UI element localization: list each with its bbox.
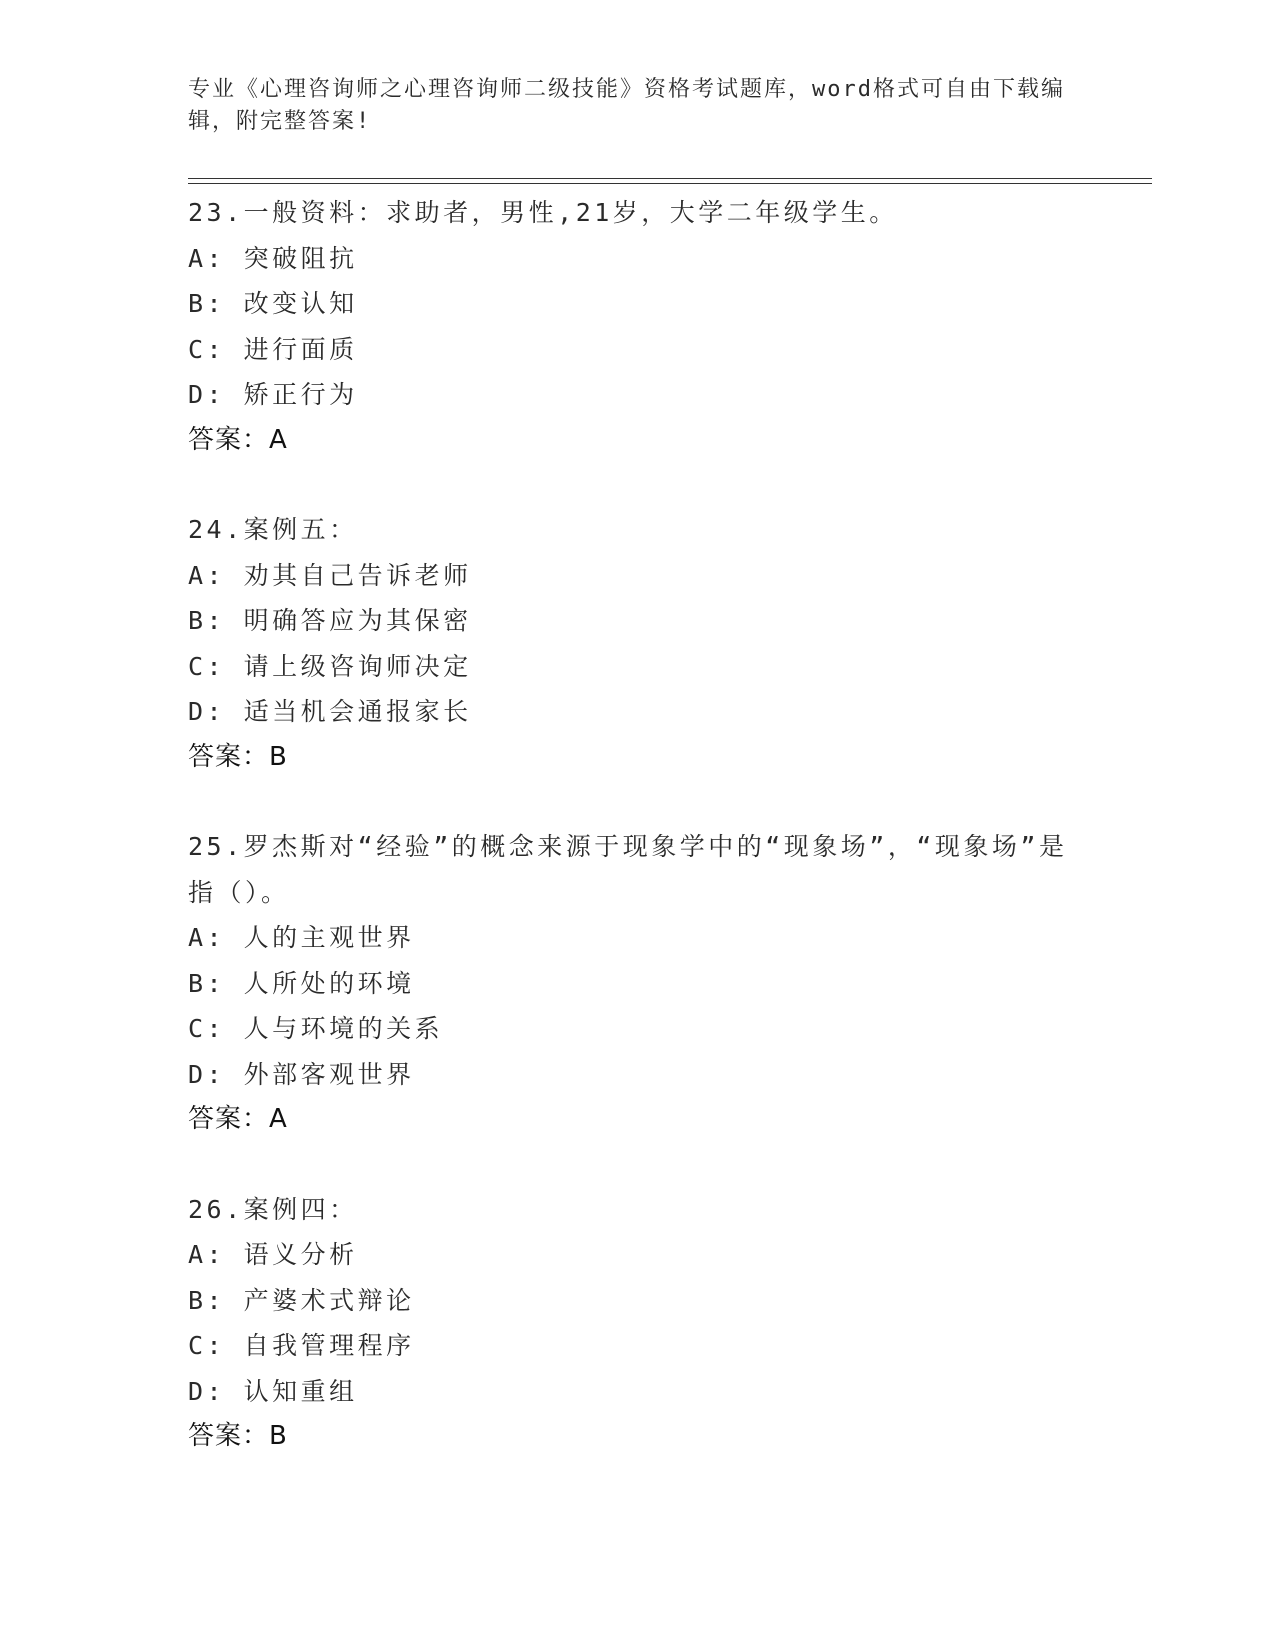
- question-stem: 24.案例五：: [188, 515, 358, 544]
- option-a: A: 劝其自己告诉老师: [188, 560, 472, 590]
- question-24: [188, 507, 1088, 780]
- option-a: A: 语义分析: [188, 1240, 358, 1269]
- option-c: C: 人与环境的关系: [188, 1014, 444, 1043]
- question-stem: 26.案例四：: [188, 1194, 358, 1224]
- question-stem: 25.罗杰斯对“经验”的概念来源于现象学中的“现象场”，“现象场”是指（）。: [188, 832, 1068, 907]
- option-c: C: 请上级咨询师决定: [188, 651, 472, 681]
- question-list: [188, 190, 1088, 1504]
- answer-key: 答案：A: [188, 424, 288, 455]
- option-b: B: 明确答应为其保密: [188, 606, 472, 635]
- option-b: B: 人所处的环境: [188, 968, 415, 998]
- question-23: [188, 190, 1088, 463]
- option-d: D: 适当机会通报家长: [188, 697, 472, 726]
- option-b: B: 改变认知: [188, 289, 358, 318]
- option-d: D: 矫正行为: [188, 380, 358, 409]
- option-c: C: 自我管理程序: [188, 1331, 415, 1360]
- header-divider-bottom: [188, 183, 1152, 184]
- answer-key: 答案：B: [188, 1421, 288, 1451]
- option-a: A: 人的主观世界: [188, 923, 415, 952]
- option-a: A: 突破阻抗: [188, 243, 358, 273]
- option-d: D: 外部客观世界: [188, 1059, 415, 1089]
- question-25: [188, 824, 1088, 1143]
- question-stem: 23.一般资料：求助者，男性,21岁，大学二年级学生。: [188, 198, 898, 227]
- option-b: B: 产婆术式辩论: [188, 1285, 415, 1315]
- header-divider-top: [188, 178, 1152, 179]
- option-c: C: 进行面质: [188, 334, 358, 364]
- answer-key: 答案：A: [188, 1104, 288, 1134]
- answer-key: 答案：B: [188, 741, 288, 772]
- document-header: 专业《心理咨询师之心理咨询师二级技能》资格考试题库，word格式可自由下载编辑，附完整答案!: [188, 77, 1065, 134]
- question-26: [188, 1187, 1088, 1460]
- option-d: D: 认知重组: [188, 1376, 358, 1406]
